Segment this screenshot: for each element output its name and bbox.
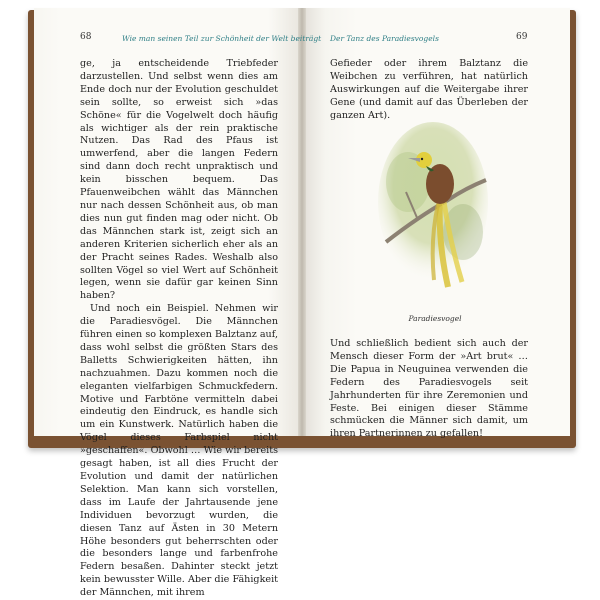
left-body-text bbox=[80, 58, 278, 600]
left-running-header: Wie man seinen Teil zur Schönheit der Welt beiträgt bbox=[122, 34, 322, 43]
right-bottom-text bbox=[330, 338, 528, 441]
left-paragraph-1: ge, ja entscheidende Triebfeder darzustellen. Und selbst wenn dies am Ende doch nur der Evolution geschuldet sein sollte, so erweist sich »das Schöne« für die Vogelwelt doch häufig als wichtiger als der rein praktische Nutzen. Das Rad des Pfaus ist umwerfend, aber die langen Federn sind dann doch recht unpraktisch und kein bisschen bequem. Das Pfauenweibchen wählt das Männchen nur nach dessen Schönheit aus, ob man dies nun gut finden mag oder nicht. Ob das Männchen stark ist, zeigt sich an anderen Kriterien sicherlich eher als an der Pracht seines Rades. Weshalb also sollten Vögel so viel Wert auf Schönheit legen, wenn sie dafür gar keinen Sinn haben? bbox=[80, 58, 278, 302]
right-top-text bbox=[330, 58, 528, 123]
paradise-bird-illustration bbox=[378, 122, 488, 292]
left-paragraph-2: Und noch ein Beispiel. Nehmen wir die Paradiesvögel. Die Männchen führen einen so komplexen Balztanz auf, dass wohl selbst die größten Stars des Balletts Schwierigkeiten hätten, ihn nachzuahmen. Dazu kommen noch die eleganten vielfarbigen Schmuckfedern. Motive und Farbtöne vermitteln dabei eindeutig den Eindruck, es handle sich um ein Kunstwerk. Natürlich haben die Vögel dieses Farbspiel nicht »geschaffen«. Obwohl … Wie wir bereits gesagt haben, ist all dies Frucht der Evolution und damit der natürlichen Selektion. Man kann sich vorstellen, dass im Laufe der Jahrtausende jene Individuen bevorzugt wurden, die diesen Tanz auf Ästen in 30 Metern Höhe besonders gut beherrschten oder die besonders lange und farbenfrohe Federn besaßen. Dahinter steckt jetzt kein bewusster Wille. Aber die Fähigkeit der Männchen, mit ihrem bbox=[80, 303, 278, 599]
right-running-header: Der Tanz des Paradiesvogels bbox=[330, 34, 439, 43]
left-page-number: 68 bbox=[80, 32, 92, 42]
right-paragraph-1: Gefieder oder ihrem Balztanz die Weibchen zu verführen, hat natürlich Auswirkungen auf die Weitergabe ihrer Gene (und damit auf das Überleben der ganzen Art). bbox=[330, 58, 528, 121]
right-page-number: 69 bbox=[516, 32, 528, 42]
image-caption: Paradiesvogel bbox=[408, 314, 462, 323]
right-paragraph-2: Und schließlich bedient sich auch der Mensch dieser Form der »Art brut« … Die Papua in Neuguinea verwenden die Federn des Paradiesvogels seit Jahrhunderten für ihre Zeremonien und Feste. Bei einigen dieser Stämme schmücken die Männer sich damit, um ihren Partnerinnen zu gefallen! bbox=[330, 338, 528, 440]
book-gutter bbox=[298, 8, 306, 436]
